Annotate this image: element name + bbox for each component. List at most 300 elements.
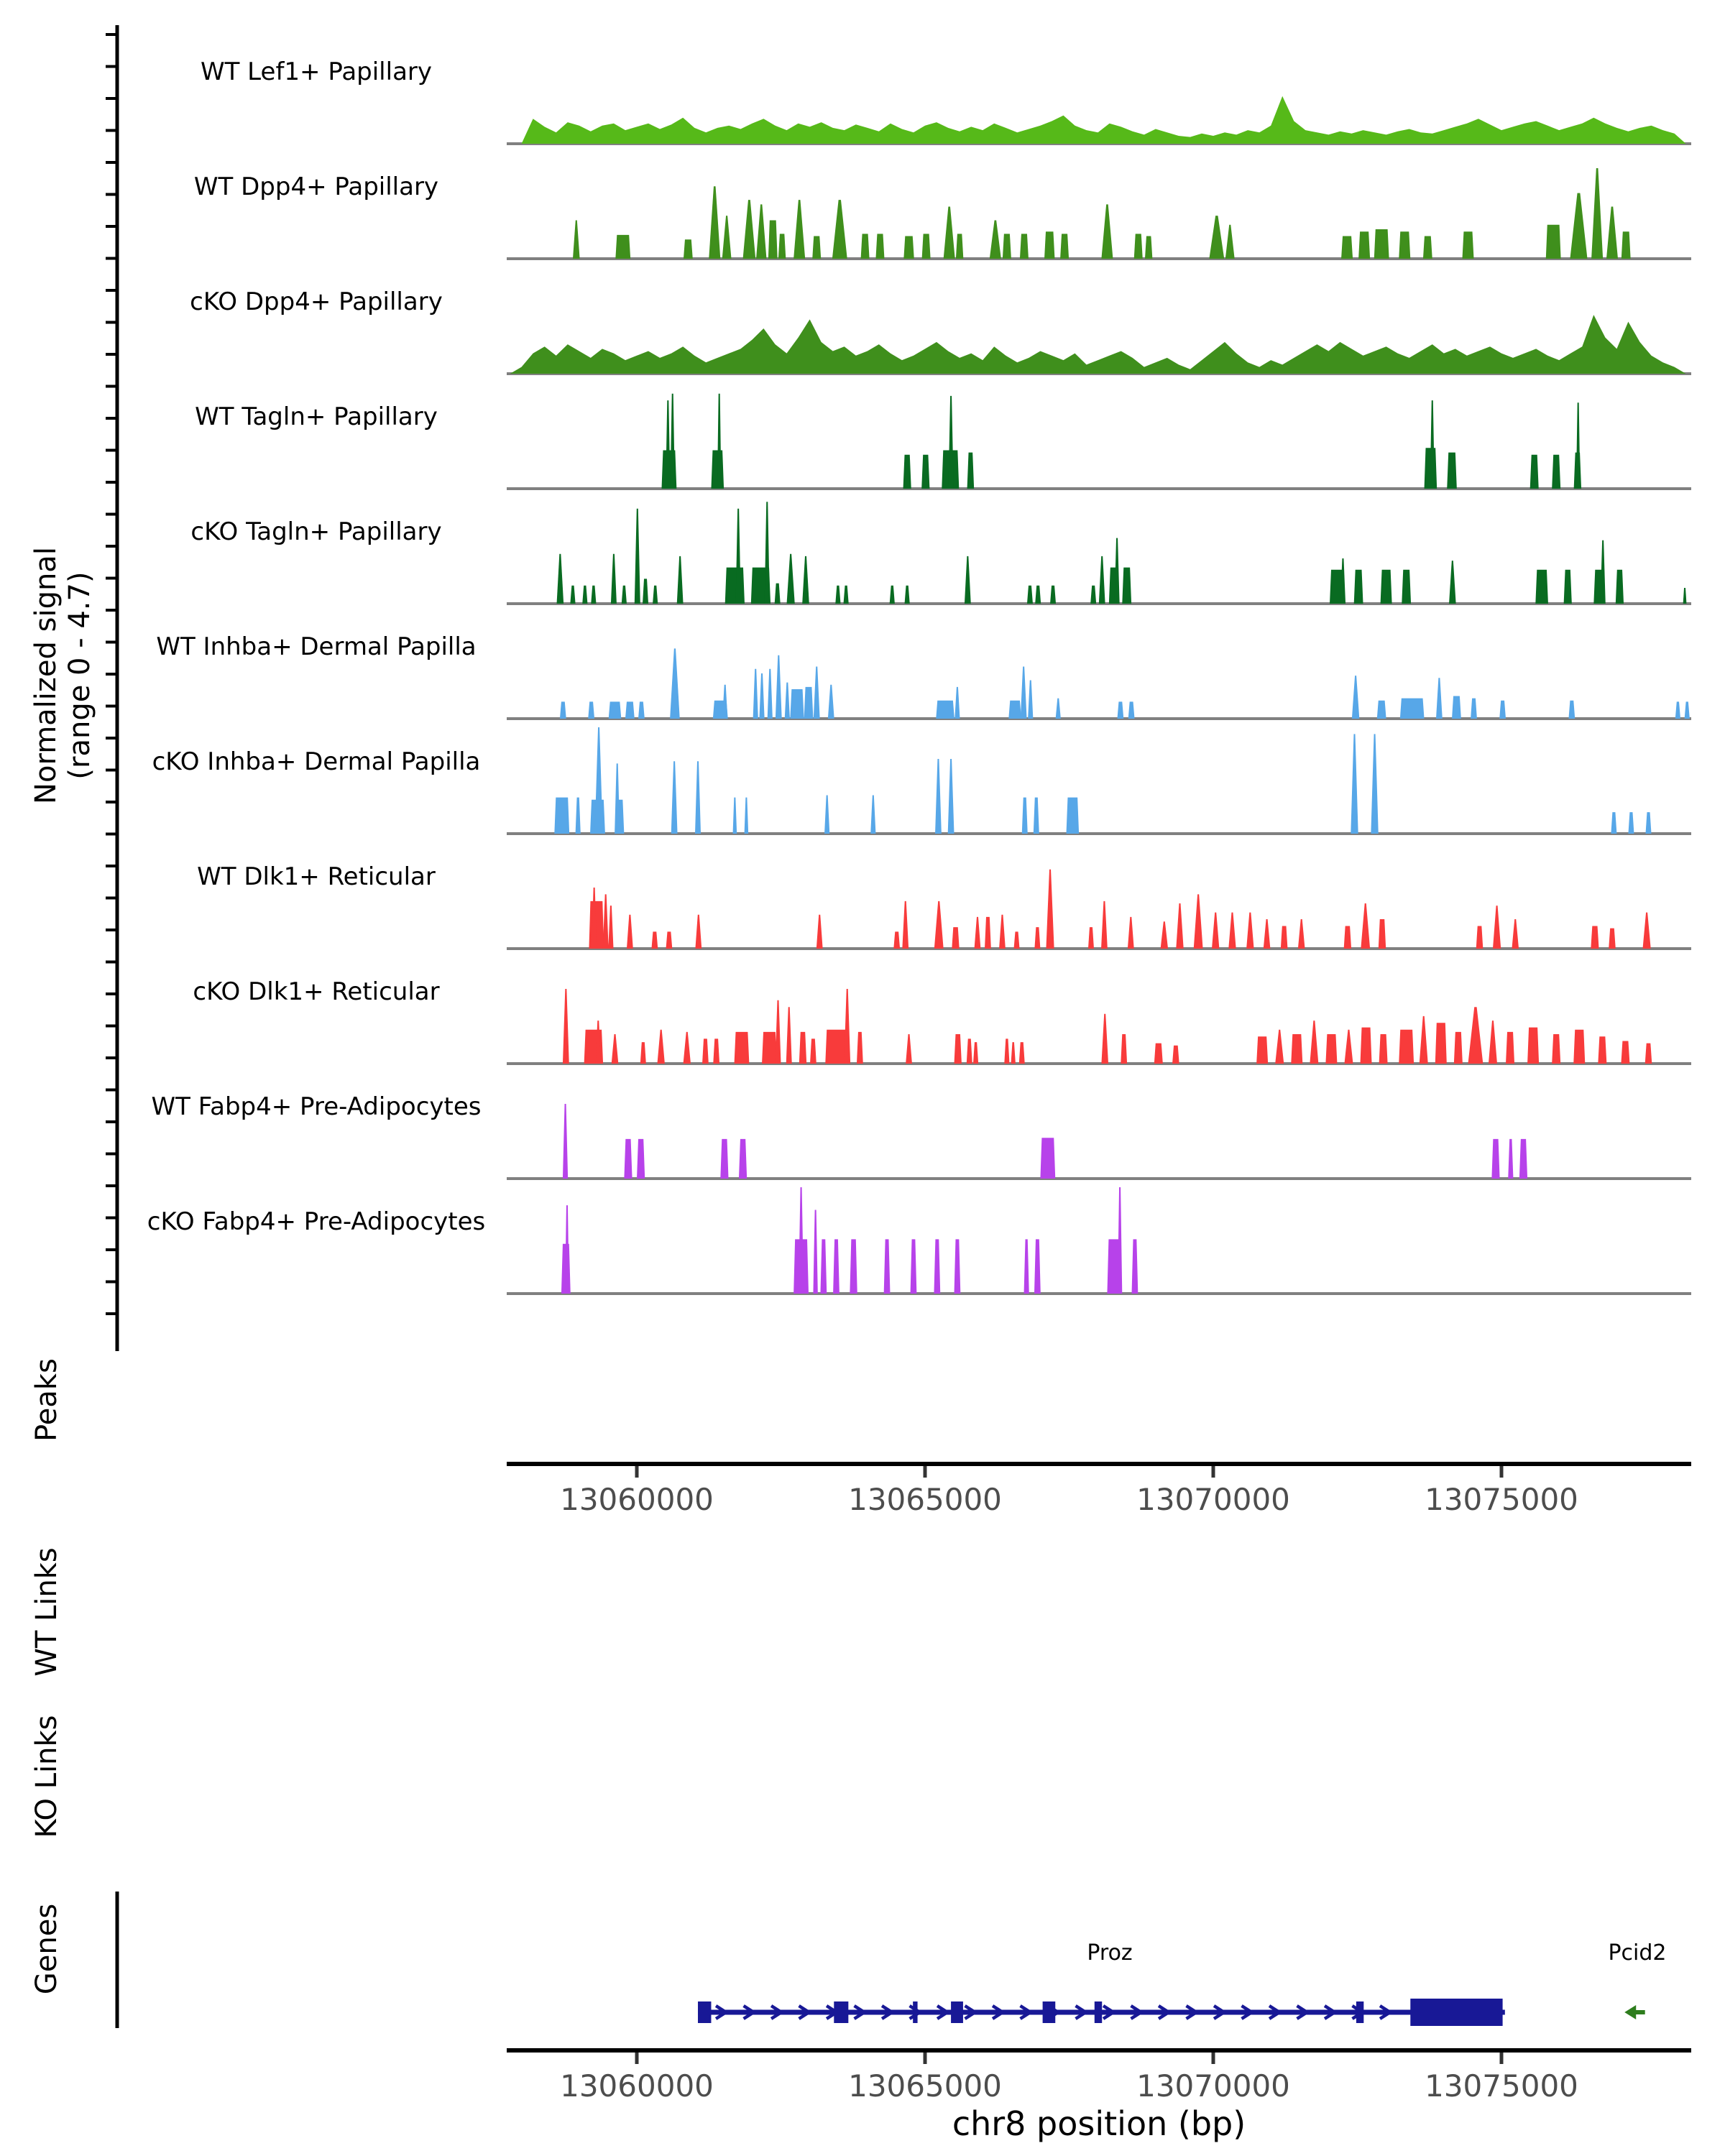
- track-label: WT Tagln+ Papillary: [195, 402, 438, 431]
- signal-peak: [1476, 926, 1484, 949]
- track-label: cKO Fabp4+ Pre-Adipocytes: [147, 1207, 486, 1236]
- signal-peak: [967, 1038, 972, 1064]
- signal-peak: [768, 220, 778, 259]
- signal-peak: [1452, 696, 1461, 719]
- section-label-genes: Genes: [30, 1903, 63, 1995]
- signal-peak: [666, 931, 673, 949]
- y-axis-tick: [106, 609, 116, 612]
- y-axis-tick: [106, 1312, 116, 1315]
- signal-peak: [985, 917, 991, 949]
- signal-peak: [1117, 701, 1123, 719]
- signal-peak: [709, 186, 720, 259]
- signal-peak: [1506, 1032, 1514, 1064]
- signal-peak: [608, 906, 613, 949]
- signal-peak: [1344, 1030, 1353, 1064]
- signal-peak: [1021, 667, 1027, 719]
- signal-peak: [1400, 699, 1425, 719]
- y-axis-tick: [106, 385, 116, 388]
- signal-peak: [861, 234, 870, 259]
- signal-peak: [1209, 216, 1224, 259]
- x-axis-tick: [1500, 1466, 1504, 1478]
- signal-peak: [922, 234, 931, 259]
- signal-peak: [591, 586, 596, 604]
- signal-peak: [720, 1139, 728, 1179]
- signal-peak: [1172, 1046, 1179, 1064]
- x-axis-tick-label: 13075000: [1425, 2068, 1578, 2104]
- signal-peak: [638, 701, 645, 719]
- signal-peak: [1050, 586, 1056, 604]
- signal-peak: [804, 687, 814, 719]
- signal-peak: [657, 1030, 664, 1064]
- y-axis-tick: [106, 769, 116, 772]
- signal-peak: [844, 989, 850, 1064]
- signal-peak: [1046, 870, 1054, 949]
- signal-peak: [775, 584, 781, 604]
- y-axis-tick: [106, 33, 116, 36]
- signal-peak: [1256, 1036, 1268, 1064]
- signal-peak: [824, 795, 829, 834]
- signal-peak: [722, 216, 732, 259]
- signal-peak: [934, 901, 944, 949]
- y-axis-label: [29, 547, 97, 804]
- y-axis-tick: [106, 1056, 116, 1059]
- gene-exon: [1356, 2001, 1363, 2023]
- signal-peak: [1616, 570, 1624, 604]
- y-axis-tick: [106, 289, 116, 292]
- signal-peak: [1491, 1139, 1499, 1179]
- signal-peak: [1611, 812, 1616, 834]
- signal-peak: [1019, 1042, 1025, 1064]
- signal-peak: [1621, 1041, 1629, 1064]
- signal-peak: [1228, 913, 1236, 949]
- signal-peak: [1060, 234, 1069, 259]
- signal-peak: [1154, 1044, 1163, 1064]
- signal-peak: [1004, 1038, 1009, 1064]
- signal-peak: [1683, 588, 1687, 604]
- signal-peak: [1325, 1034, 1337, 1064]
- signal-peak: [935, 759, 942, 834]
- signal-peak: [1024, 1239, 1029, 1294]
- signal-peak: [1606, 207, 1618, 259]
- signal-peak: [1435, 1023, 1447, 1064]
- signal-peak: [934, 1239, 940, 1294]
- signal-peak: [956, 234, 963, 259]
- track-label: WT Lef1+ Papillary: [200, 57, 433, 86]
- y-axis-tick: [106, 417, 116, 420]
- signal-peak: [1379, 919, 1386, 949]
- x-axis-tick: [924, 2053, 927, 2064]
- signal-peak: [948, 759, 954, 834]
- signal-peak: [1101, 1014, 1108, 1064]
- track-baseline: [507, 487, 1691, 490]
- genes-axis-bar: [116, 1892, 119, 2028]
- signal-peak: [1642, 913, 1650, 949]
- signal-peak: [1275, 1030, 1284, 1064]
- signal-peak: [893, 931, 900, 949]
- signal-peak: [615, 235, 630, 259]
- signal-peak: [1281, 926, 1288, 949]
- signal-peak: [785, 683, 790, 719]
- y-axis-tick: [106, 129, 116, 132]
- signal-peak: [1535, 570, 1548, 604]
- y-axis-tick: [106, 1281, 116, 1284]
- signal-peak: [1014, 931, 1020, 949]
- signal-peak: [594, 727, 602, 834]
- y-axis-tick: [106, 321, 116, 324]
- signal-peak: [1361, 903, 1370, 949]
- x-axis-tick-label: 13075000: [1425, 1482, 1578, 1517]
- signal-peak: [627, 915, 633, 949]
- y-axis-tick: [106, 929, 116, 931]
- track-baseline: [507, 1177, 1691, 1180]
- signal-peak: [671, 761, 678, 834]
- signal-peak: [936, 701, 954, 719]
- signal-peak: [884, 1239, 891, 1294]
- signal-peak: [1101, 901, 1108, 949]
- signal-peak: [820, 1239, 827, 1294]
- y-axis-tick: [106, 449, 116, 452]
- signal-peak: [1570, 193, 1587, 259]
- x-axis-tick-label: 13060000: [560, 1482, 714, 1517]
- peaks-x-axis: [507, 1462, 1691, 1466]
- signal-peak: [603, 894, 609, 949]
- signal-peak: [944, 207, 955, 259]
- signal-peak: [1546, 225, 1561, 259]
- signal-peak: [570, 586, 575, 604]
- signal-peak: [695, 761, 701, 834]
- signal-peak: [640, 1042, 646, 1064]
- signal-peak: [1423, 236, 1432, 259]
- signal-peak: [1225, 225, 1235, 259]
- signal-peak: [725, 568, 745, 604]
- track-label: WT Dlk1+ Reticular: [197, 862, 436, 891]
- y-axis-tick: [106, 481, 116, 484]
- signal-peak: [833, 1239, 840, 1294]
- track-label: cKO Dlk1+ Reticular: [193, 977, 440, 1006]
- track-baseline: [507, 832, 1691, 835]
- signal-peak: [557, 554, 564, 604]
- signal-peak: [1454, 1032, 1463, 1064]
- signal-peak: [1128, 701, 1135, 719]
- signal-peak: [1128, 917, 1134, 949]
- signal-peak: [653, 586, 658, 604]
- signal-peak: [787, 554, 795, 604]
- signal-peak: [1246, 913, 1254, 949]
- x-axis-tick-label: 13070000: [1136, 2068, 1290, 2104]
- track-label: WT Dpp4+ Papillary: [193, 172, 439, 201]
- signal-peak: [1291, 1034, 1302, 1064]
- signal-peak: [573, 220, 580, 259]
- y-axis-tick: [106, 801, 116, 803]
- signal-peak: [717, 394, 722, 489]
- signal-peak: [1121, 1034, 1127, 1064]
- signal-peak: [1489, 1021, 1497, 1064]
- y-axis-tick: [106, 897, 116, 900]
- signal-peak: [814, 667, 820, 719]
- signal-peak: [1351, 734, 1358, 834]
- x-axis-tick-label: 13065000: [848, 2068, 1002, 2104]
- signal-peak: [1447, 453, 1457, 489]
- section-label-wt-links: WT Links: [30, 1547, 63, 1677]
- signal-peak: [778, 234, 786, 259]
- signal-peak: [794, 200, 805, 259]
- signal-peak: [563, 1104, 568, 1179]
- signal-peak: [702, 1038, 709, 1064]
- y-axis-tick: [106, 97, 116, 100]
- signal-profile: [510, 315, 1686, 374]
- signal-peak: [768, 669, 773, 719]
- y-axis-tick: [106, 257, 116, 260]
- track-label: cKO Dpp4+ Papillary: [190, 287, 443, 316]
- signal-peak: [1675, 701, 1680, 719]
- signal-peak: [1402, 570, 1411, 604]
- y-axis-tick: [106, 1184, 116, 1187]
- signal-peak: [903, 236, 914, 259]
- signal-peak: [743, 200, 756, 259]
- signal-peak: [802, 556, 809, 604]
- signal-peak: [1028, 680, 1033, 719]
- signal-peak: [1034, 927, 1040, 949]
- signal-peak: [1003, 234, 1011, 259]
- y-axis-tick: [106, 577, 116, 580]
- signal-peak: [745, 798, 749, 834]
- signal-peak: [1420, 1016, 1428, 1064]
- y-axis-tick: [106, 161, 116, 164]
- signal-peak: [1044, 231, 1054, 259]
- signal-peak: [1361, 1028, 1372, 1064]
- signal-peak: [1591, 168, 1603, 259]
- section-label-ko-links: KO Links: [30, 1715, 63, 1838]
- signal-peak: [906, 1034, 912, 1064]
- signal-peak: [812, 236, 821, 259]
- track-label: WT Inhba+ Dermal Papilla: [156, 632, 477, 661]
- signal-peak: [1399, 1030, 1414, 1064]
- signal-peak: [1212, 913, 1219, 949]
- y-axis-tick: [106, 225, 116, 228]
- signal-peak: [813, 1210, 817, 1294]
- signal-peak: [1512, 919, 1519, 949]
- signal-peak: [735, 1032, 750, 1064]
- signal-peak: [684, 1032, 691, 1064]
- signal-peak: [615, 763, 620, 834]
- signal-peak: [1134, 234, 1143, 259]
- y-axis-tick: [106, 65, 116, 68]
- track-label: cKO Inhba+ Dermal Papilla: [152, 747, 481, 776]
- signal-peak: [611, 554, 617, 604]
- track-baseline: [507, 717, 1691, 720]
- signal-peak: [921, 455, 929, 489]
- signal-peak: [799, 1032, 806, 1064]
- signal-peak: [1591, 926, 1598, 949]
- signal-peak: [1468, 1007, 1483, 1064]
- signal-peak: [1358, 231, 1370, 259]
- signal-peak: [870, 795, 875, 834]
- signal-peak: [624, 1139, 632, 1179]
- y-axis-tick: [106, 193, 116, 196]
- signal-peak: [733, 798, 737, 834]
- gene-exon: [698, 2001, 711, 2023]
- signal-peak: [999, 915, 1006, 949]
- gene-arrowhead-pcid2: [1624, 2005, 1636, 2019]
- signal-peak: [1573, 1030, 1585, 1064]
- x-axis-tick: [924, 1466, 927, 1478]
- signal-peak: [651, 931, 658, 949]
- signal-peak: [643, 579, 648, 604]
- signal-peak: [1377, 701, 1386, 719]
- signal-peak: [1609, 929, 1616, 949]
- signal-peak: [1066, 798, 1079, 834]
- signal-peak: [1088, 927, 1094, 949]
- signal-peak: [832, 200, 847, 259]
- signal-peak: [759, 673, 764, 719]
- signal-peak: [1552, 1034, 1560, 1064]
- signal-peak: [1008, 701, 1021, 719]
- signal-peak: [875, 234, 884, 259]
- signal-peak: [1354, 570, 1363, 604]
- signal-peak: [670, 648, 680, 719]
- signal-peak: [816, 915, 823, 949]
- signal-peak: [1035, 586, 1041, 604]
- y-axis-tick: [106, 545, 116, 548]
- signal-peak: [1519, 1139, 1527, 1179]
- signal-peak: [554, 798, 569, 834]
- signal-peak: [1040, 1138, 1055, 1179]
- signal-peak: [1628, 812, 1634, 834]
- signal-peak: [684, 239, 693, 259]
- signal-peak: [1101, 204, 1113, 259]
- signal-peak: [1598, 1036, 1606, 1064]
- signal-peak: [1145, 236, 1152, 259]
- signal-peak: [954, 1239, 961, 1294]
- signal-peak: [1471, 699, 1477, 719]
- signal-peak: [1264, 919, 1271, 949]
- y-axis-tick: [106, 992, 116, 995]
- signal-peak: [582, 586, 587, 604]
- signal-peak: [762, 1032, 777, 1064]
- x-axis-tick-label: 13065000: [848, 1482, 1002, 1517]
- gene-exon: [1043, 2001, 1056, 2023]
- signal-peak: [713, 1038, 719, 1064]
- y-axis-label-line1: Normalized signal: [29, 547, 63, 804]
- y-axis-tick: [106, 1120, 116, 1123]
- signal-peak: [954, 687, 960, 719]
- signal-peak: [1449, 561, 1456, 604]
- signal-peak: [1576, 402, 1581, 489]
- signal-peak: [1344, 926, 1351, 949]
- signal-peak: [753, 669, 758, 719]
- signal-peak: [1122, 568, 1131, 604]
- x-axis-tick-label: 13060000: [560, 2068, 714, 2104]
- signal-peak: [1011, 1042, 1015, 1064]
- y-axis-tick: [106, 1217, 116, 1220]
- track-baseline: [507, 1292, 1691, 1295]
- signal-y-axis: [116, 25, 119, 1351]
- signal-peak: [622, 586, 627, 604]
- x-axis-tick: [1212, 2053, 1215, 2064]
- signal-peak: [1176, 903, 1183, 949]
- signal-peak: [563, 989, 569, 1064]
- signal-peak: [1436, 678, 1443, 719]
- signal-peak: [1161, 921, 1168, 949]
- signal-peak: [1552, 455, 1560, 489]
- track-label: cKO Tagln+ Papillary: [190, 517, 442, 546]
- signal-peak: [952, 927, 959, 949]
- gene-exon: [913, 2001, 917, 2023]
- signal-peak: [1352, 676, 1359, 719]
- signal-peak: [828, 685, 834, 719]
- signal-peak: [695, 915, 702, 949]
- signal-peak: [1564, 570, 1572, 604]
- signal-peak: [1645, 1044, 1652, 1064]
- y-axis-tick: [106, 1153, 116, 1156]
- genome-x-axis: [507, 2048, 1691, 2053]
- signal-peak: [756, 204, 766, 259]
- signal-peak: [671, 394, 675, 489]
- signal-peak: [857, 1032, 863, 1064]
- y-axis-tick: [106, 1089, 116, 1092]
- signal-peak: [609, 701, 622, 719]
- signal-peak: [1132, 1239, 1138, 1294]
- signal-peak: [635, 509, 640, 604]
- signal-peak: [905, 586, 910, 604]
- signal-peak: [765, 502, 770, 604]
- signal-peak: [790, 689, 804, 719]
- gene-exon: [834, 2001, 848, 2023]
- signal-peak: [776, 655, 782, 719]
- signal-peak: [637, 1139, 645, 1179]
- signal-peak: [1099, 556, 1105, 604]
- signal-peak: [1499, 701, 1506, 719]
- signal-peak: [736, 509, 741, 604]
- x-axis-tick: [1500, 2053, 1504, 2064]
- gene-exon: [951, 2001, 963, 2023]
- signal-peak: [576, 798, 581, 834]
- signal-peak: [835, 586, 840, 604]
- signal-peak: [1568, 701, 1575, 719]
- signal-peak: [1034, 798, 1039, 834]
- signal-peak: [612, 1034, 619, 1064]
- signal-peak: [948, 396, 953, 489]
- signal-peak: [844, 586, 849, 604]
- signal-peak: [954, 1034, 962, 1064]
- signal-peak: [1685, 701, 1690, 719]
- signal-peak: [677, 556, 684, 604]
- signal-peak: [967, 453, 975, 489]
- signal-peak: [1493, 906, 1501, 949]
- signal-peak: [1508, 1139, 1513, 1179]
- y-axis-tick: [106, 833, 116, 836]
- signal-peak: [902, 901, 908, 949]
- signal-peak: [890, 586, 895, 604]
- signal-peak: [1022, 798, 1028, 834]
- signal-peak: [560, 701, 566, 719]
- signal-peak: [975, 917, 981, 949]
- y-axis-label-line2: (range 0 - 4.7): [63, 571, 96, 780]
- gene-utr-exon: [1410, 1999, 1502, 2026]
- x-axis-tick: [635, 1466, 639, 1478]
- signal-profile: [510, 96, 1686, 144]
- y-axis-tick: [106, 673, 116, 676]
- gene-exon: [1095, 2001, 1102, 2023]
- signal-peak: [1194, 894, 1203, 949]
- signal-peak: [775, 1000, 781, 1064]
- y-axis-tick: [106, 737, 116, 740]
- signal-peak: [1027, 586, 1033, 604]
- signal-peak: [990, 220, 1001, 259]
- signal-peak: [1371, 734, 1378, 834]
- signal-peak: [588, 701, 594, 719]
- signal-peak: [666, 400, 670, 489]
